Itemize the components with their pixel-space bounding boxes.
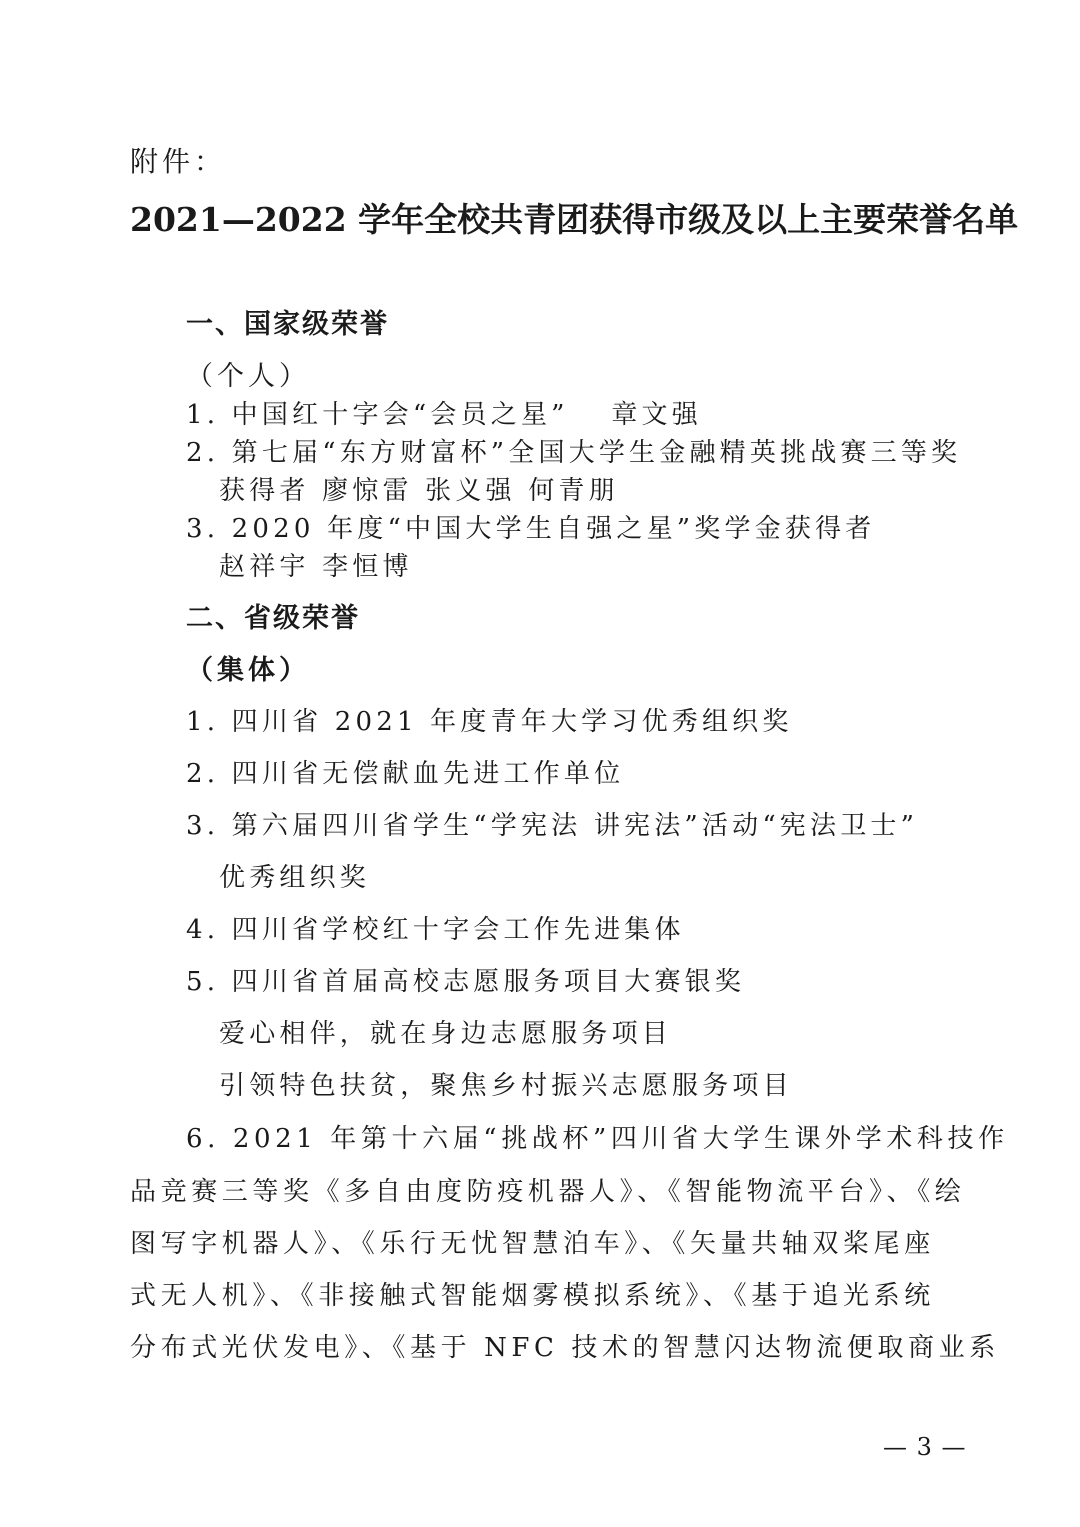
list-item-continuation: 优秀组织奖 [219, 863, 371, 893]
document-title: 2021—2022 学年全校共青团获得市级及以上主要荣誉名单 [130, 200, 1019, 239]
list-item-continuation: 赵祥宇 李恒博 [219, 552, 413, 582]
section-heading-provincial: 二、省级荣誉 [186, 603, 360, 634]
paragraph-line: 品竞赛三等奖《多自由度防疫机器人》、《智能物流平台》、《绘 [130, 1177, 966, 1207]
list-item-continuation: 获得者 廖惊雷 张义强 何青朋 [219, 476, 619, 506]
list-item: 3. 2020 年度“中国大学生自强之星”奖学金获得者 [186, 514, 876, 544]
list-item: 1. 中国红十字会“会员之星” 章文强 [186, 400, 702, 430]
subheading-individual: （个人） [186, 361, 310, 392]
subheading-collective: （集体） [186, 655, 310, 686]
list-item: 2. 四川省无偿献血先进工作单位 [186, 759, 625, 789]
list-item: 1. 四川省 2021 年度青年大学习优秀组织奖 [186, 707, 793, 737]
paragraph-line: 6. 2021 年第十六届“挑战杯”四川省大学生课外学术科技作 [186, 1124, 1009, 1154]
list-item-continuation: 引领特色扶贫，聚焦乡村振兴志愿服务项目 [219, 1071, 793, 1101]
paragraph-line: 分布式光伏发电》、《基于 NFC 技术的智慧闪达物流便取商业系 [130, 1333, 1000, 1363]
section-heading-national: 一、国家级荣誉 [186, 309, 389, 340]
list-item: 5. 四川省首届高校志愿服务项目大赛银奖 [186, 967, 746, 997]
attachment-label: 附件： [130, 145, 227, 178]
page-number: — 3 — [883, 1433, 967, 1461]
list-item: 3. 第六届四川省学生“学宪法 讲宪法”活动“宪法卫士” [186, 811, 919, 841]
paragraph-line: 图写字机器人》、《乐行无忧智慧泊车》、《矢量共轴双桨尾座 [130, 1229, 935, 1259]
paragraph-line: 式无人机》、《非接触式智能烟雾模拟系统》、《基于追光系统 [130, 1281, 935, 1311]
list-item: 2. 第七届“东方财富杯”全国大学生金融精英挑战赛三等奖 [186, 438, 962, 468]
list-item-continuation: 爱心相伴，就在身边志愿服务项目 [219, 1019, 673, 1049]
list-item: 4. 四川省学校红十字会工作先进集体 [186, 915, 685, 945]
